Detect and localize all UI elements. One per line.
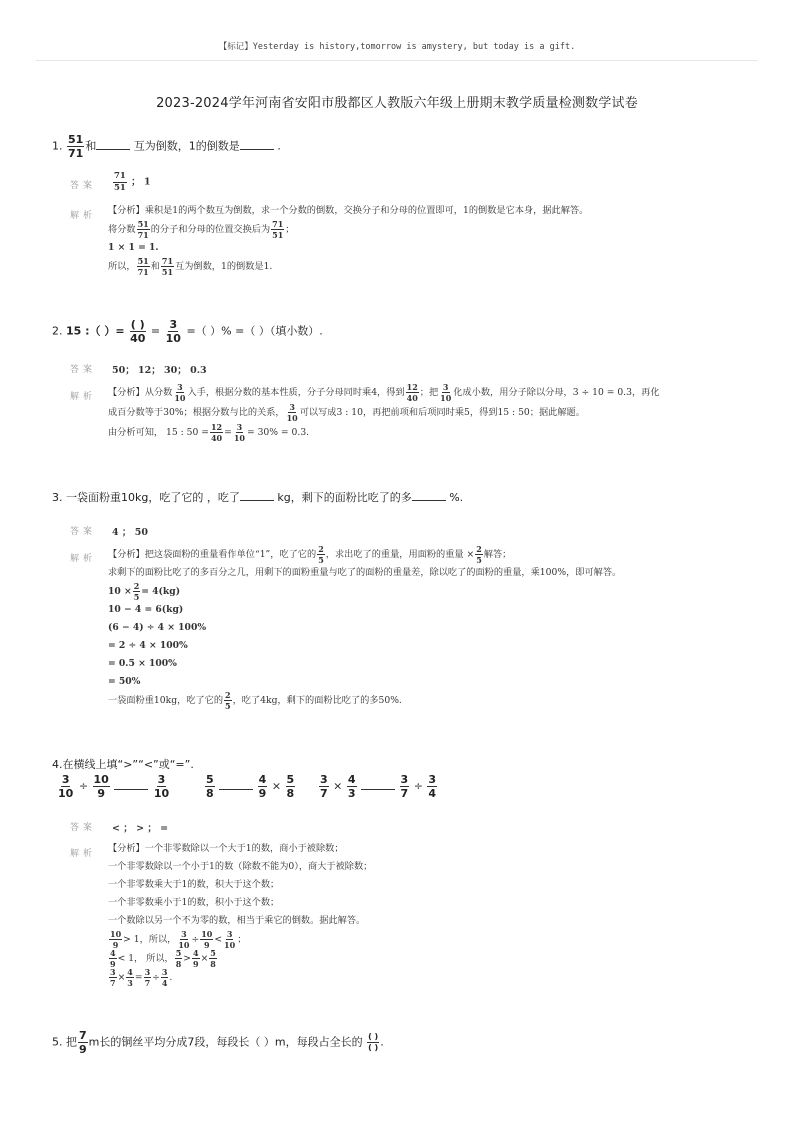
analysis-3: 【分析】把这袋面粉的重量看作单位“1”，吃了它的 $\frac{2}{5}$ ，求出吃了的重量，用面粉的重量 × $\frac{2}{5}$ 解答； 求剩下的面粉比吃了的多百分之几，用剩下的面粉重量与吃了的面粉的重量差，除以吃了的面粉的重量，乘100%，即可解答。 10 × $\frac{2}{5}$ = 4(kg) 10 − 4 = 6(kg) (6 − 4) ÷ 4 × 100% = 2 ÷ 4 × 100% = 0.5 × 100% = 50% 一袋面粉重10kg，吃了它的 $\frac{2}{5}$ ，吃了4kg，剩下的面粉比吃了的多50%. bbox=[108, 544, 622, 711]
divider bbox=[36, 60, 758, 61]
blank[interactable] bbox=[412, 490, 446, 501]
blank[interactable] bbox=[361, 779, 395, 790]
blank[interactable] bbox=[240, 490, 274, 501]
blank[interactable] bbox=[114, 779, 148, 790]
header-note: 【标记】Yesterday is history,tomorrow is amystery, but today is a gift. bbox=[218, 42, 576, 52]
comparison-2: $\frac{5}{8}$ $\frac{4}{9}$ × $\frac{5}{8}$ bbox=[206, 773, 295, 800]
analysis-label: 解析 bbox=[70, 392, 97, 402]
fraction: $\frac{51}{71}$ bbox=[68, 133, 84, 160]
answer-label: 答案 bbox=[70, 365, 97, 375]
answer-1: $\frac{71}{51}$ ； 1 bbox=[114, 171, 151, 193]
question-5: 5. 把 $\frac{7}{9}$ m长的铜丝平均分成7段，每段长（ ）m，每段占全长的 $\frac{( )}{( )}$ . bbox=[52, 1029, 384, 1056]
page-title: 2023-2024学年河南省安阳市殷都区人教版六年级上册期末教学质量检测数学试卷 bbox=[156, 96, 638, 111]
answer-label: 答案 bbox=[70, 181, 97, 191]
analysis-label: 解析 bbox=[70, 554, 97, 564]
question-3: 3. 一袋面粉重10kg，吃了它的 ，吃了 kg，剩下的面粉比吃了的多 %. bbox=[52, 491, 464, 504]
question-1: 1. $\frac{51}{71}$ 和 互为倒数，1的倒数是 . bbox=[52, 133, 281, 160]
analysis-1: 【分析】乘积是1的两个数互为倒数，求一个分数的倒数，交换分子和分母的位置即可，1的倒数是它本身，据此解答。 将分数 $\frac{51}{71}$ 的分子和分母的位置交换后为 $\frac{71}{51}$ ； 1 × 1 = 1. 所以， $\frac{51}{71}$ 和 $\frac{71}{51}$ 互为倒数，1的倒数是1. bbox=[108, 205, 589, 277]
comparison-1: $\frac{3}{10}$ ÷ $\frac{10}{9}$ $\frac{3}{10}$ bbox=[58, 773, 170, 800]
comparison-3: $\frac{3}{7}$ × $\frac{4}{3}$ $\frac{3}{7}$ ÷ $\frac{3}{4}$ bbox=[320, 773, 437, 800]
analysis-4: 【分析】一个非零数除以一个大于1的数，商小于被除数； 一个非零数除以一个小于1的数（除数不能为0），商大于被除数； 一个非零数乘大于1的数，积大于这个数； 一个非零数乘小于1的数，积小于这个数； 一个数除以另一个不为零的数，相当于乘它的倒数。据此解答。 $\frac{10}{9}$ > 1，所以， $\frac{3}{10}$ ÷ $\frac{10}{9}$ < $\frac{3}{10}$ ； $\frac{4}{9}$ < 1， 所以， $\frac{5}{8}$ > $\frac{4}{9}$ × $\frac{5}{8}$ $\frac{3}{7}$ × $\frac{4}{3}$ = $\frac{3}{7}$ ÷ $\frac{3}{4}$ . bbox=[108, 843, 373, 988]
blank[interactable] bbox=[240, 139, 274, 150]
answer-label: 答案 bbox=[70, 823, 97, 833]
question-2: 2. 15 :（ ）= $\frac{( )}{40}$ = $\frac{3}{10}$ =（ ）% =（ ）（填小数）. bbox=[52, 318, 323, 345]
blank[interactable] bbox=[96, 139, 130, 150]
analysis-label: 解析 bbox=[70, 849, 97, 859]
answer-2: 50； 12； 30； 0.3 bbox=[112, 365, 207, 376]
question-4: 4.在横线上填“>”“<”或“=”. bbox=[52, 758, 194, 771]
analysis-label: 解析 bbox=[70, 211, 97, 221]
analysis-2: 【分析】从分数 $\frac{3}{10}$ 入手，根据分数的基本性质，分子分母同时乘4，得到 $\frac{12}{40}$ ；把 $\frac{3}{10}$ 化成小数，用分子除以分母，3 ÷ 10 = 0.3，再化 成百分数等于30%；根据分数与比的关系， $\frac{3}{10}$ 可以写成3 : 10，再把前项和后项同时乘5，得到15 : 50；据此解题。 由分析可知， 15 : 50 = $\frac{12}{40}$ = $\frac{3}{10}$ = 30% = 0.3. bbox=[108, 382, 660, 443]
blank[interactable] bbox=[219, 779, 253, 790]
answer-3: 4 ； 50 bbox=[112, 527, 148, 538]
answer-4: < ； > ； = bbox=[112, 823, 169, 834]
answer-label: 答案 bbox=[70, 527, 97, 537]
